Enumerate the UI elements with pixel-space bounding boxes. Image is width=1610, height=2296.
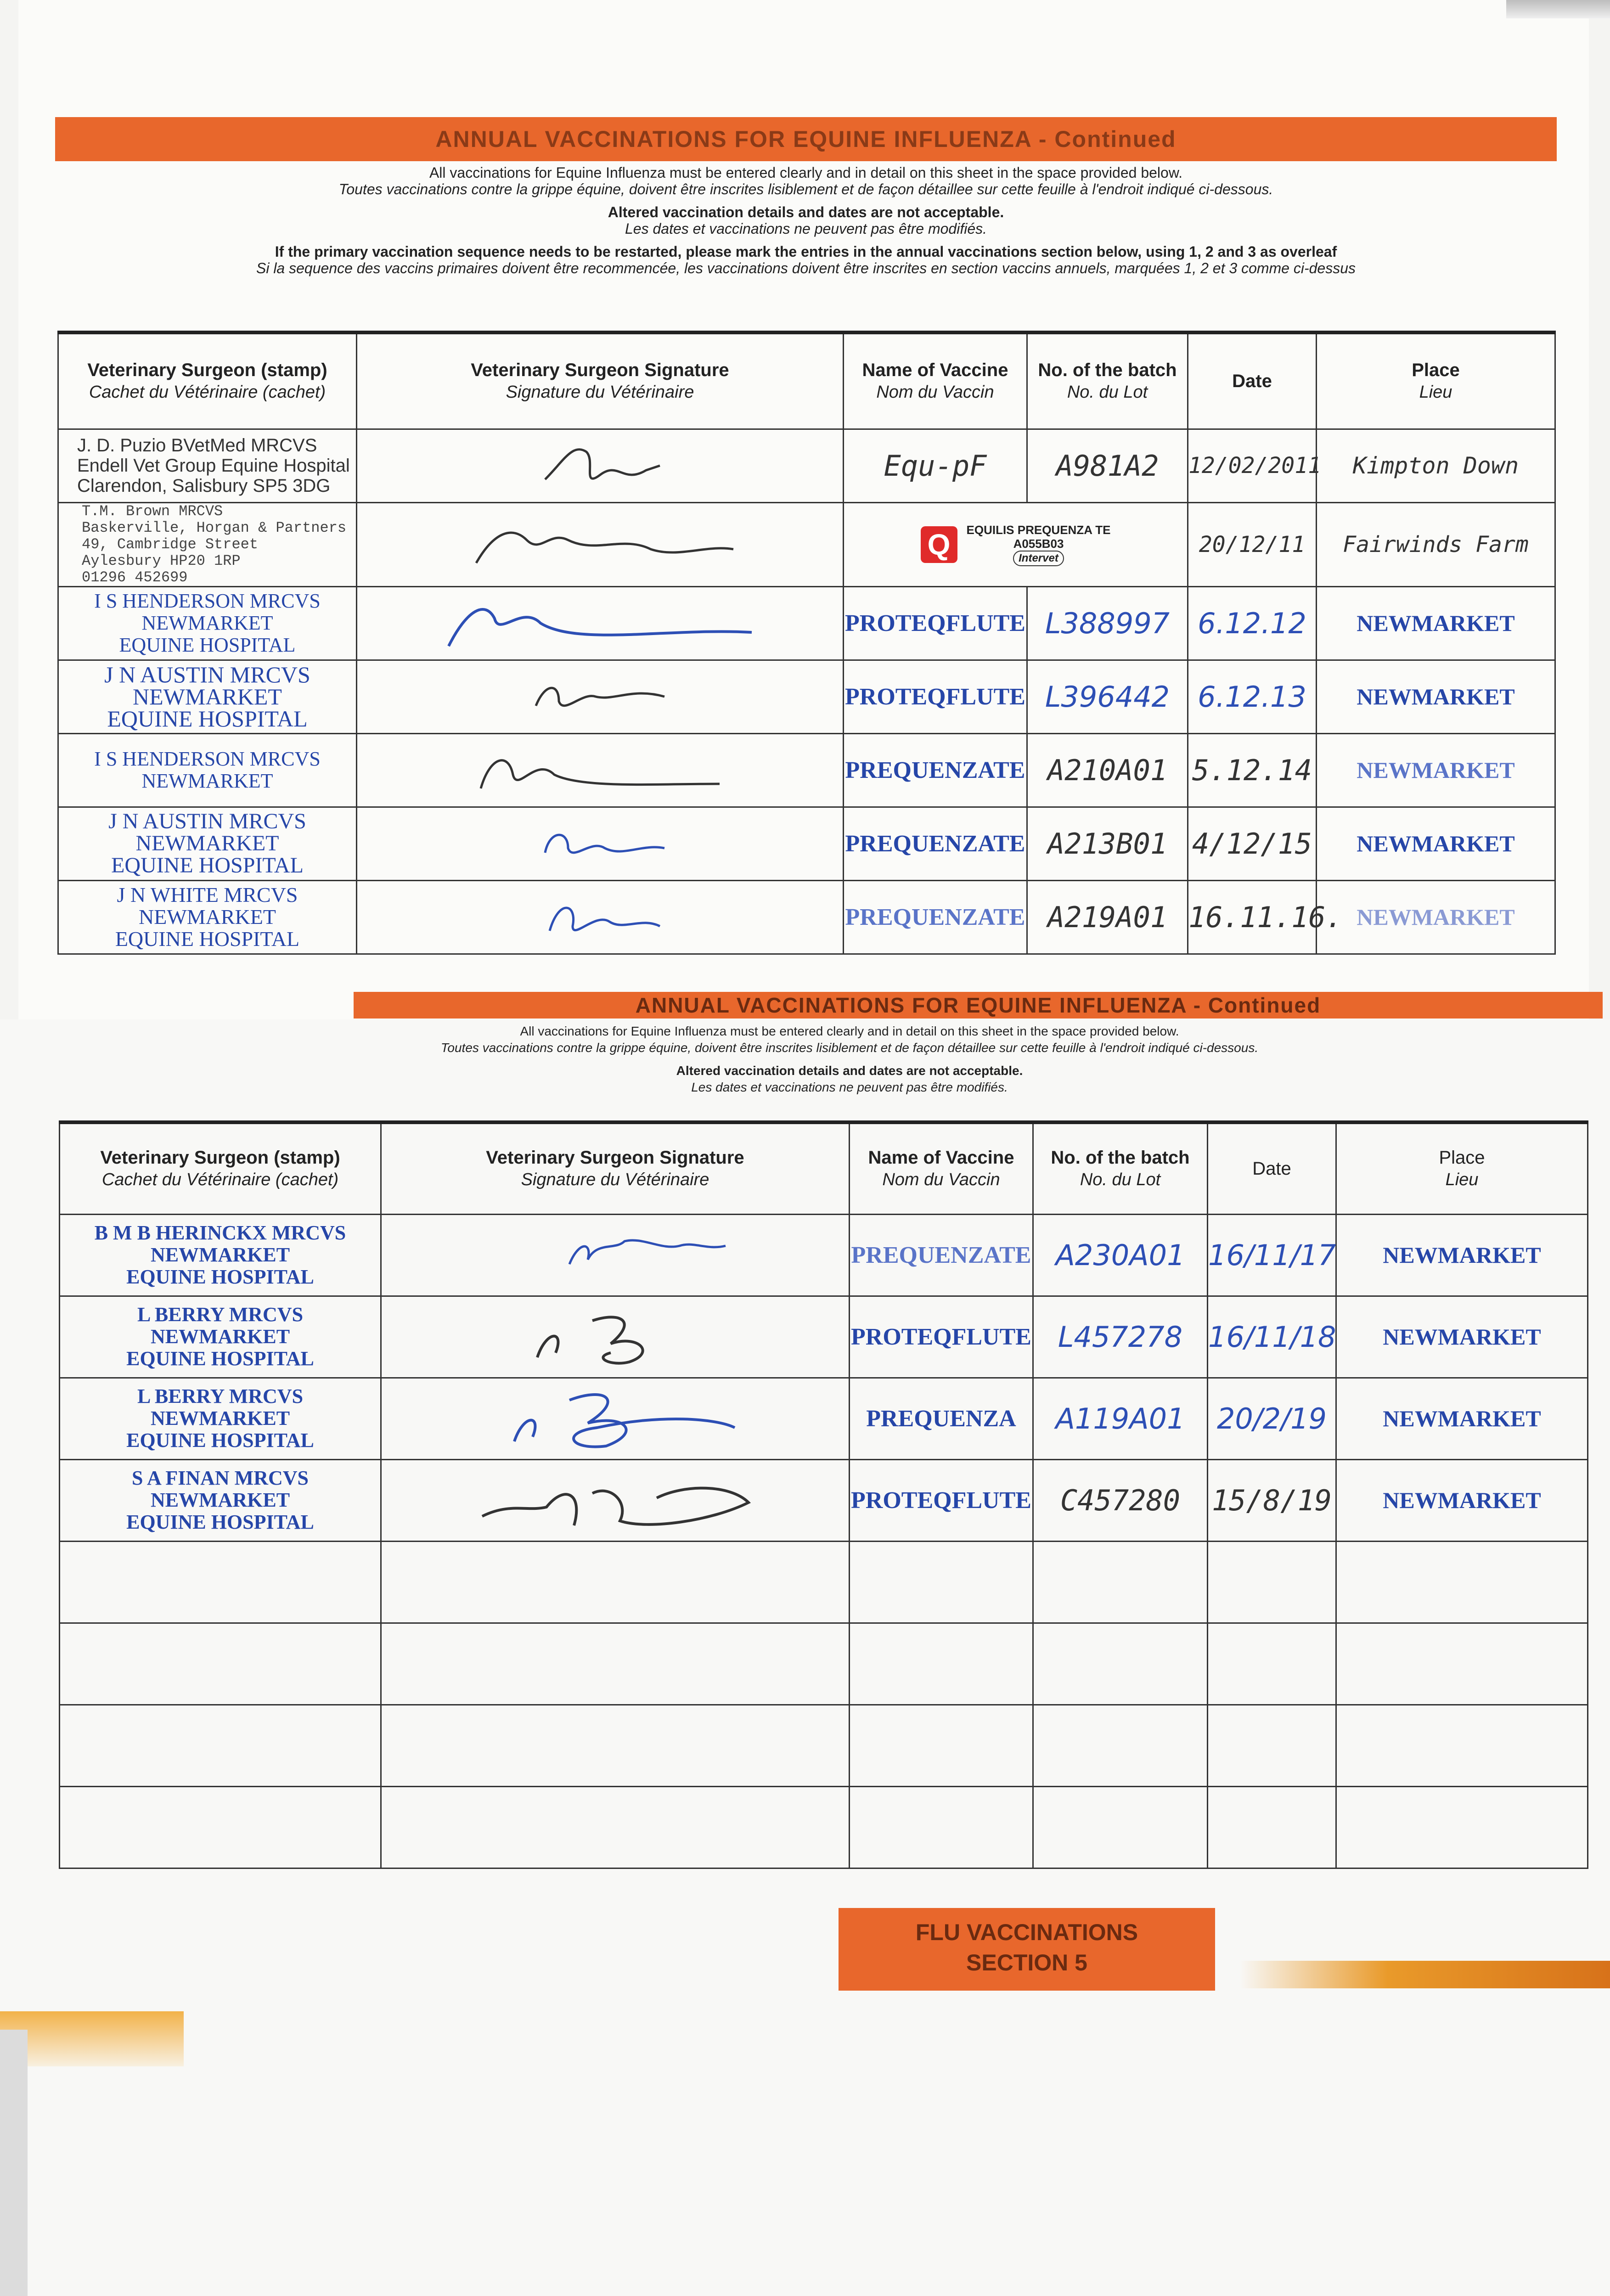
empty-row xyxy=(60,1786,1588,1868)
date: 4/12/15 xyxy=(1188,807,1317,880)
page-edge-gray xyxy=(0,2030,28,2296)
header-date: Date xyxy=(1188,332,1317,429)
vaccine-sticker xyxy=(844,502,1188,586)
batch-number: L457278 xyxy=(1033,1296,1208,1378)
place: NEWMARKET xyxy=(1317,660,1555,733)
signature xyxy=(381,1296,850,1378)
batch-number: L396442 xyxy=(1027,660,1188,733)
page-edge-left xyxy=(0,2011,184,2066)
intro-line1-en: All vaccinations for Equine Influenza must be entered clearly and in detail on this sheet in the space provided below. xyxy=(520,1024,1179,1038)
table-row xyxy=(58,429,1555,502)
header-signature: Veterinary Surgeon Signature Signature du Vétérinaire xyxy=(381,1122,850,1214)
date: 6.12.12 xyxy=(1188,586,1317,660)
date: 15/8/19 xyxy=(1208,1459,1336,1541)
vaccine-name: PROTEQFLUTE xyxy=(850,1296,1033,1378)
top-intro xyxy=(55,164,1557,276)
place: NEWMARKET xyxy=(1317,880,1555,954)
signature xyxy=(381,1214,850,1296)
empty-row xyxy=(60,1541,1588,1623)
table-row xyxy=(60,1296,1588,1378)
vaccine-name: PREQUENZATE xyxy=(850,1214,1033,1296)
date: 16/11/17 xyxy=(1208,1214,1336,1296)
vaccine-name: Equ-pF xyxy=(844,429,1027,502)
surgeon-stamp: J N AUSTIN MRCVS NEWMARKET EQUINE HOSPITAL xyxy=(58,807,357,880)
signature xyxy=(357,586,844,660)
signature xyxy=(357,502,844,586)
signature xyxy=(357,660,844,733)
section-badge xyxy=(839,1908,1215,1991)
vaccine-name: PROTEQFLUTE xyxy=(850,1459,1033,1541)
table-row xyxy=(60,1459,1588,1541)
header-surgeon: Veterinary Surgeon (stamp) Cachet du Vétérinaire (cachet) xyxy=(58,332,357,429)
section-badge-line1: FLU VACCINATIONS xyxy=(915,1919,1138,1945)
batch-number: A119A01 xyxy=(1033,1378,1208,1459)
header-place: Place Lieu xyxy=(1317,332,1555,429)
bottom-banner: ANNUAL VACCINATIONS FOR EQUINE INFLUENZA - Continued xyxy=(354,992,1603,1019)
section-badge-line2: SECTION 5 xyxy=(966,1950,1087,1975)
vaccine-name: PREQUENZATE xyxy=(844,733,1027,807)
surgeon-stamp: I S HENDERSON MRCVS NEWMARKET EQUINE HOSPITAL xyxy=(58,586,357,660)
intro-line2-en: Altered vaccination details and dates are not acceptable. xyxy=(676,1064,1023,1078)
table-row xyxy=(58,660,1555,733)
empty-row xyxy=(60,1623,1588,1705)
header-place: Place Lieu xyxy=(1336,1122,1588,1214)
surgeon-stamp: B M B HERINCKX MRCVS NEWMARKET EQUINE HOSPITAL xyxy=(60,1214,381,1296)
intro-line1-fr: Toutes vaccinations contre la grippe équine, doivent être inscrites lisiblement et de façon détaillee sur cette feuille à l'endroit indiqué ci-dessous. xyxy=(440,1041,1259,1055)
batch-number: A230A01 xyxy=(1033,1214,1208,1296)
surgeon-stamp: I S HENDERSON MRCVS NEWMARKET xyxy=(58,733,357,807)
intro-line1-en: All vaccinations for Equine Influenza must be entered clearly and in detail on this sheet in the space provided below. xyxy=(429,164,1183,181)
place: NEWMARKET xyxy=(1336,1296,1588,1378)
header-batch: No. of the batch No. du Lot xyxy=(1033,1122,1208,1214)
surgeon-stamp: L BERRY MRCVS NEWMARKET EQUINE HOSPITAL xyxy=(60,1378,381,1459)
sticker-batch: A055B03 xyxy=(1013,536,1064,551)
header-date: Date xyxy=(1208,1122,1336,1214)
q-logo-icon: Q xyxy=(921,526,957,563)
date: 12/02/2011 xyxy=(1188,429,1317,502)
signature xyxy=(357,429,844,502)
batch-number: A210A01 xyxy=(1027,733,1188,807)
surgeon-stamp: J N AUSTIN MRCVS NEWMARKET EQUINE HOSPITAL xyxy=(58,660,357,733)
table-row xyxy=(58,502,1555,586)
table-row xyxy=(58,586,1555,660)
date: 20/2/19 xyxy=(1208,1378,1336,1459)
intro-line3-en: If the primary vaccination sequence needs to be restarted, please mark the entries in the annual vaccinations section below, using 1, 2 and 3 as overleaf xyxy=(275,243,1337,260)
vaccine-name: PREQUENZA xyxy=(850,1378,1033,1459)
date: 6.12.13 xyxy=(1188,660,1317,733)
vaccine-name: PREQUENZATE xyxy=(844,880,1027,954)
place: Kimpton Down xyxy=(1317,429,1555,502)
signature xyxy=(381,1459,850,1541)
header-surgeon: Veterinary Surgeon (stamp) Cachet du Vétérinaire (cachet) xyxy=(60,1122,381,1214)
batch-number: C457280 xyxy=(1033,1459,1208,1541)
table-header-row xyxy=(60,1122,1588,1214)
batch-number: A981A2 xyxy=(1027,429,1188,502)
date: 16/11/18 xyxy=(1208,1296,1336,1378)
place: Fairwinds Farm xyxy=(1317,502,1555,586)
intro-line3-fr: Si la sequence des vaccins primaires doivent être recommencée, les vaccinations doivent être inscrites en section vaccins annuels, marquées 1, 2 et 3 comme ci-dessus xyxy=(256,260,1356,276)
date: 20/12/11 xyxy=(1188,502,1317,586)
table-row xyxy=(58,733,1555,807)
top-vaccination-table xyxy=(57,331,1556,955)
table-row xyxy=(60,1214,1588,1296)
intro-line2-fr: Les dates et vaccinations ne peuvent pas être modifiés. xyxy=(625,220,987,237)
header-vaccine: Name of Vaccine Nom du Vaccin xyxy=(850,1122,1033,1214)
batch-number: L388997 xyxy=(1027,586,1188,660)
table-row xyxy=(58,880,1555,954)
surgeon-stamp: S A FINAN MRCVS NEWMARKET EQUINE HOSPITAL xyxy=(60,1459,381,1541)
top-banner: ANNUAL VACCINATIONS FOR EQUINE INFLUENZA - Continued xyxy=(55,117,1557,161)
surgeon-stamp: T.M. Brown MRCVS Baskerville, Horgan & Partners 49, Cambridge Street Aylesbury HP20 1RP 01296 452699 xyxy=(58,502,357,586)
bottom-intro xyxy=(230,1023,1469,1096)
table-row xyxy=(60,1378,1588,1459)
surgeon-stamp: J N WHITE MRCVS NEWMARKET EQUINE HOSPITAL xyxy=(58,880,357,954)
date: 5.12.14 xyxy=(1188,733,1317,807)
intervet-logo: Intervet xyxy=(1013,551,1064,566)
intro-line2-fr: Les dates et vaccinations ne peuvent pas être modifiés. xyxy=(691,1080,1008,1094)
signature xyxy=(357,880,844,954)
batch-number: A219A01 xyxy=(1027,880,1188,954)
place: NEWMARKET xyxy=(1336,1214,1588,1296)
batch-number: A213B01 xyxy=(1027,807,1188,880)
vaccine-name: PROTEQFLUTE xyxy=(844,660,1027,733)
intro-line2-en: Altered vaccination details and dates are not acceptable. xyxy=(608,204,1004,220)
place: NEWMARKET xyxy=(1336,1459,1588,1541)
table-row xyxy=(58,807,1555,880)
header-batch: No. of the batch No. du Lot xyxy=(1027,332,1188,429)
page-edge-orange xyxy=(1240,1961,1610,1988)
signature xyxy=(357,733,844,807)
place: NEWMARKET xyxy=(1317,586,1555,660)
signature xyxy=(357,807,844,880)
page-edge-shadow xyxy=(1506,0,1610,18)
table-header-row xyxy=(58,332,1555,429)
surgeon-stamp: L BERRY MRCVS NEWMARKET EQUINE HOSPITAL xyxy=(60,1296,381,1378)
sticker-vaccine-name: EQUILIS PREQUENZA TE xyxy=(966,523,1111,537)
vaccine-name: PROTEQFLUTE xyxy=(844,586,1027,660)
place: NEWMARKET xyxy=(1336,1378,1588,1459)
surgeon-stamp: J. D. Puzio BVetMed MRCVS Endell Vet Group Equine Hospital Clarendon, Salisbury SP5 3DG xyxy=(58,429,357,502)
empty-row xyxy=(60,1705,1588,1786)
intro-line1-fr: Toutes vaccinations contre la grippe équine, doivent être inscrites lisiblement et de façon détaillee sur cette feuille à l'endroit indiqué ci-dessous. xyxy=(338,181,1273,197)
place: NEWMARKET xyxy=(1317,733,1555,807)
header-signature: Veterinary Surgeon Signature Signature du Vétérinaire xyxy=(357,332,844,429)
vaccine-name: PREQUENZATE xyxy=(844,807,1027,880)
signature xyxy=(381,1378,850,1459)
bottom-vaccination-table xyxy=(59,1120,1588,1869)
header-vaccine: Name of Vaccine Nom du Vaccin xyxy=(844,332,1027,429)
date: 16.11.16. xyxy=(1188,880,1317,954)
place: NEWMARKET xyxy=(1317,807,1555,880)
